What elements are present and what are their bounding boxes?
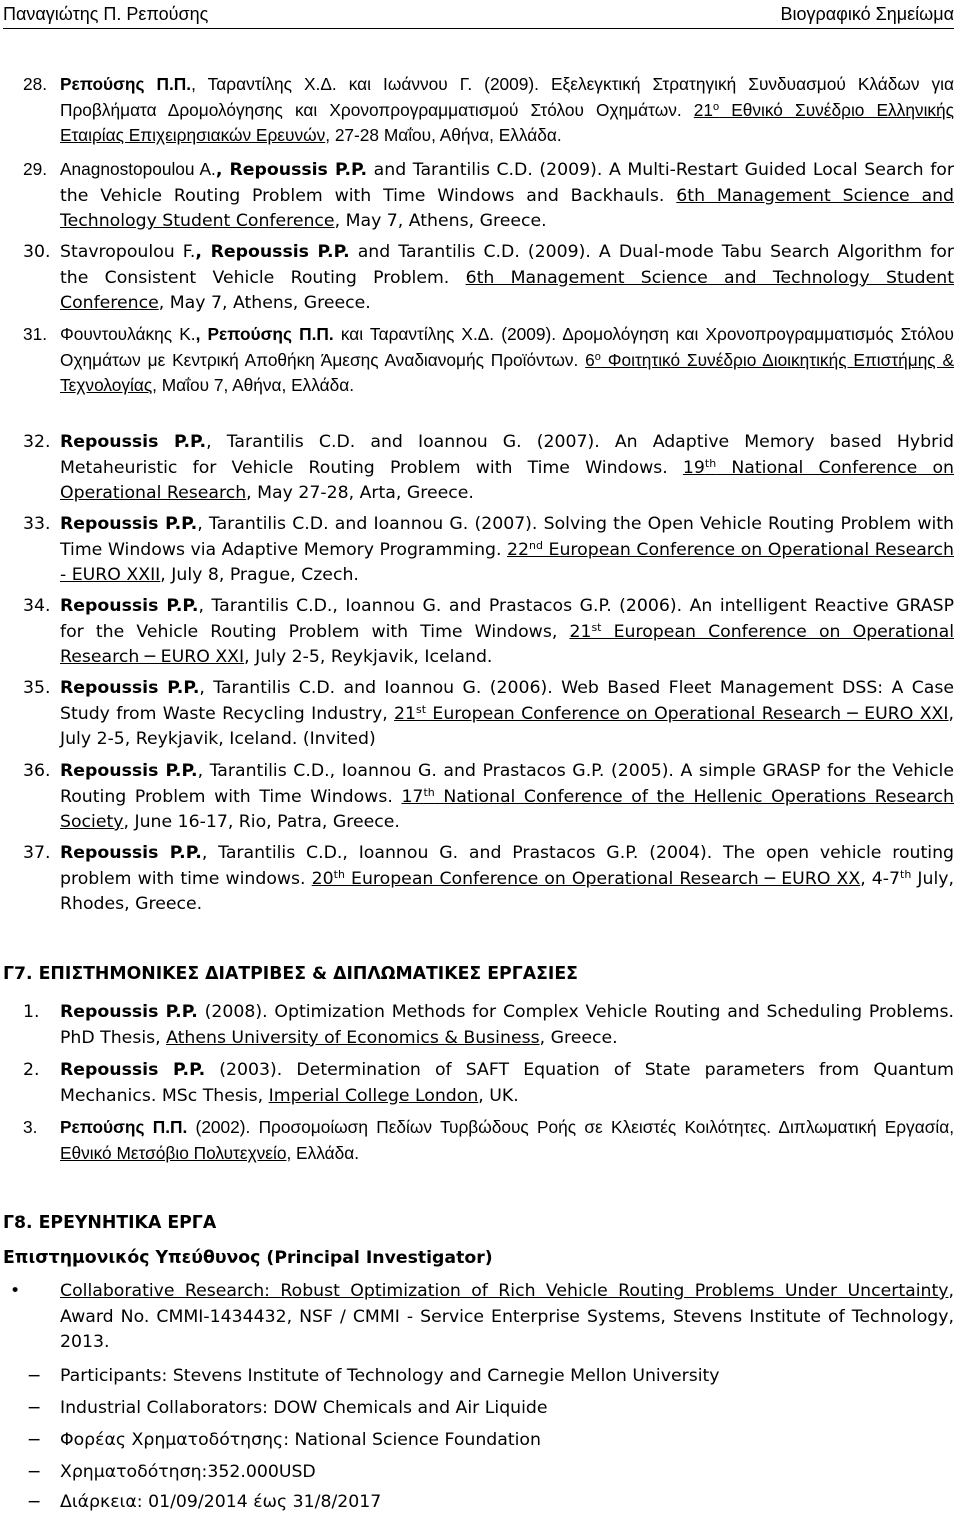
project-detail-text: Χρηματοδότηση:352.000USD (60, 1462, 316, 1482)
publication-text: and Tarantilis C.D. (2009). A Multi-Restart Guided Local Search for the Vehicle Routing Problem with Time Windows and Backhauls. (60, 160, 954, 206)
thesis-number: 3. (23, 1117, 38, 1137)
thesis-number: 2. (23, 1060, 40, 1080)
thesis-institution[interactable]: Imperial College London (268, 1085, 479, 1106)
publication-author-bold: , Repoussis P.P. (195, 242, 350, 262)
publication-venue[interactable]: 21st European Conference on Operational Research ─ EURO XXI (394, 702, 949, 724)
publication-31 (23, 322, 955, 399)
thesis-text: (2002). Προσομοίωση Πεδίων Τυρβώδους Ροής σε Κλειστές Κοιλότητες. Διπλωματική Εργασία, (187, 1117, 954, 1137)
publication-28 (23, 72, 954, 149)
publication-author-bold: Repoussis P.P. (60, 678, 200, 698)
project-details: , Award No. CMMI-1434432, NSF / CMMI - Service Enterprise Systems, Stevens Institute of Technology, 2013. (60, 1281, 954, 1352)
publication-tail: , 4-7 (860, 868, 901, 889)
section-heading-theses: Γ7. ΕΠΙΣΤΗΜΟΝΙΚΕΣ ΔΙΑΤΡΙΒΕΣ & ΔΙΠΛΩΜΑΤΙΚΕΣ ΕΡΓΑΣΙΕΣ (3, 964, 578, 984)
publication-tail: , June 16-17, Rio, Patra, Greece. (123, 812, 400, 832)
publication-author-bold: Repoussis P.P. (60, 761, 198, 781)
dash-icon: − (27, 1462, 42, 1482)
dash-icon: − (27, 1492, 42, 1512)
project-item (10, 1279, 954, 1356)
publication-36 (23, 759, 955, 836)
project-detail-text: Φορέας Χρηματοδότησης: National Science Foundation (60, 1430, 541, 1450)
dash-icon: − (27, 1366, 42, 1386)
project-detail-text: Participants: Stevens Institute of Technology and Carnegie Mellon University (60, 1366, 720, 1386)
publication-text: , Tarantilis C.D. and Ioannou G. (2007). An Adaptive Memory based Hybrid Metaheuristic for Vehicle Routing Problem with Time Windows. (60, 432, 954, 478)
publication-tail: , May 7, Athens, Greece. (158, 293, 371, 313)
publication-number: 34. (23, 596, 51, 616)
publication-text: , Tarantilis C.D., Ioannou G. and Prastacos G.P. (2005). A simple GRASP for the Vehicle Routing Problem with Time Windows. (60, 761, 954, 807)
publication-text: , Tarantilis C.D. and Ioannou G. (2006). Web Based Fleet Management DSS: A Case Study from Waste Recycling Industry, (60, 678, 955, 724)
project-detail (27, 1428, 954, 1454)
publication-author-bold: , Repoussis P.P. (215, 160, 368, 180)
publication-number: 28. (23, 74, 48, 94)
thesis-1 (23, 1000, 954, 1051)
publication-author-bold: Repoussis P.P. (60, 843, 202, 863)
thesis-number: 1. (23, 1002, 40, 1022)
publication-number: 33. (23, 514, 51, 534)
publication-author: Stavropoulou F. (60, 242, 196, 262)
publication-text: και Ταραντίλης Χ.Δ. (2009). Δρομολόγηση και Χρονοπρογραμματισμός Στόλου Οχημάτων με Κεντρική Αποθήκη Άμεσης Αναδιανομής Προϊόντων. (60, 324, 954, 370)
publication-text: , Tarantilis C.D., Ioannou G. and Prastacos G.P. (2006). An intelligent Reactive GRASP for the Vehicle Routing Problem with Time Windows, (60, 596, 954, 642)
publication-author: Φουντουλάκης Κ. (60, 324, 196, 344)
project-title[interactable]: Collaborative Research: Robust Optimization of Rich Vehicle Routing Problems Under Uncertainty (60, 1281, 949, 1301)
publication-32 (23, 430, 954, 507)
publication-30 (23, 240, 954, 317)
thesis-tail: , UK. (478, 1085, 519, 1106)
thesis-text: (2003). Determination of SAFT Equation of State parameters from Quantum Mechanics. MSc Thesis, (60, 1060, 954, 1106)
publication-tail-sup: th (900, 867, 912, 881)
project-detail (27, 1364, 954, 1390)
publication-venue[interactable]: 6th Management Science and Technology Student Conference (60, 267, 954, 313)
publication-venue[interactable]: 20th European Conference on Operational Research ─ EURO XX (311, 867, 861, 889)
thesis-author: Repoussis P.P. (60, 1002, 198, 1022)
publication-text: , Ταραντίλης Χ.Δ. και Ιωάννου Γ. (2009). Εξελεγκτική Στρατηγική Συνδυασμού Κλάδων για Προβλήματα Δρομολόγησης και Χρονοπρογραμματισμού Στόλου Οχημάτων. (60, 74, 954, 120)
publication-author-bold: Repoussis P.P. (60, 596, 199, 616)
publication-venue[interactable]: $21^o$ Εθνικό Συνέδριο Ελληνικής Εταιρίας Επιχειρησιακών Ερευνών (60, 99, 954, 145)
publication-tail: , July 8, Prague, Czech. (160, 565, 359, 585)
project-detail-text: Διάρκεια: 01/09/2014 έως 31/8/2017 (60, 1492, 382, 1512)
publication-33 (23, 512, 955, 589)
section-heading-projects: Γ8. ΕΡΕΥΝΗΤΙΚΑ ΕΡΓΑ (3, 1213, 217, 1233)
dash-icon: − (27, 1430, 42, 1450)
publication-author-bold: Ρεπούσης Π.Π. (60, 74, 192, 94)
publication-number: 37. (23, 843, 51, 863)
publication-35 (23, 676, 955, 753)
publication-author-bold: Repoussis P.P. (60, 514, 198, 534)
publication-venue[interactable]: $6^o$ Φοιτητικό Συνέδριο Διοικητικής Επιστήμης & Τεχνολογίας (60, 349, 955, 395)
thesis-author: Ρεπούσης Π.Π. (60, 1117, 188, 1137)
thesis-tail: , Greece. (539, 1027, 618, 1048)
publication-tail: , July 2-5, Reykjavik, Iceland. (244, 647, 493, 667)
publication-author: Anagnostopoulou A. (60, 159, 216, 179)
project-detail (27, 1460, 954, 1486)
dash-icon: − (27, 1398, 42, 1418)
publication-tail: , July 2-5, Reykjavik, Iceland. (Invited) (60, 703, 954, 749)
project-detail (27, 1490, 954, 1516)
publication-number: 29. (23, 159, 48, 179)
project-detail (27, 1396, 954, 1422)
thesis-2 (23, 1058, 954, 1109)
publication-tail: , May 27-28, Arta, Greece. (246, 483, 474, 503)
publication-tail: , Μαΐου 7, Αθήνα, Ελλάδα. (152, 375, 355, 395)
publication-venue[interactable]: 21st European Conference on Operational Research ─ EURO XXI (60, 620, 954, 667)
project-detail-text: Industrial Collaborators: DOW Chemicals and Air Liquide (60, 1398, 548, 1418)
publication-text: , Tarantilis C.D. and Ioannou G. (2007). Solving the Open Vehicle Routing Problem with Time Windows via Adaptive Memory Programming. (60, 514, 955, 560)
publication-venue[interactable]: 22nd European Conference on Operational Research - EURO XXII (60, 538, 954, 585)
publication-tail: July, Rhodes, Greece. (60, 868, 954, 914)
page-header (3, 2, 954, 29)
publication-number: 30. (23, 242, 51, 262)
publication-text: and Tarantilis C.D. (2009). A Dual-mode Tabu Search Algorithm for the Consistent Vehicle Routing Problem. (60, 242, 954, 288)
header-doc-title: Βιογραφικό Σημείωμα (780, 4, 954, 24)
thesis-text: (2008). Optimization Methods for Complex Vehicle Routing and Scheduling Problems. PhD Thesis, (60, 1002, 954, 1048)
publication-tail: , 27-28 Μαΐου, Αθήνα, Ελλάδα. (325, 125, 562, 145)
thesis-institution[interactable]: Athens University of Economics & Business (166, 1027, 540, 1048)
publication-34 (23, 594, 954, 671)
bullet-icon: • (10, 1281, 21, 1301)
publication-number: 36. (23, 761, 51, 781)
publication-29 (23, 157, 954, 235)
publication-tail: , May 7, Athens, Greece. (334, 211, 547, 231)
header-author: Παναγιώτης Π. Ρεπούσης (3, 4, 209, 24)
publication-number: 31. (23, 324, 48, 344)
publication-venue[interactable]: 19th National Conference on Operational Research (60, 456, 954, 503)
section-subheading-pi: Επιστημονικός Υπεύθυνος (Principal Investigator) (3, 1248, 493, 1268)
thesis-author: Repoussis P.P. (60, 1060, 206, 1080)
publication-author-bold: Repoussis P.P. (60, 432, 207, 452)
publication-venue[interactable]: 6th Management Science and Technology Student Conference (60, 185, 954, 231)
publication-author-bold: , Ρεπούσης Π.Π. (195, 324, 334, 344)
publication-number: 32. (23, 432, 51, 452)
thesis-institution[interactable]: Εθνικό Μετσόβιο Πολυτεχνείο (60, 1142, 287, 1163)
thesis-3 (23, 1115, 954, 1166)
publication-number: 35. (23, 678, 51, 698)
publication-37 (23, 841, 955, 918)
publication-venue[interactable]: 17th National Conference of the Hellenic Operations Research Society (60, 785, 955, 832)
publication-text: , Tarantilis C.D., Ioannou G. and Prastacos G.P. (2004). The open vehicle routing problem with time windows. (60, 843, 955, 889)
thesis-tail: , Ελλάδα. (286, 1142, 360, 1163)
